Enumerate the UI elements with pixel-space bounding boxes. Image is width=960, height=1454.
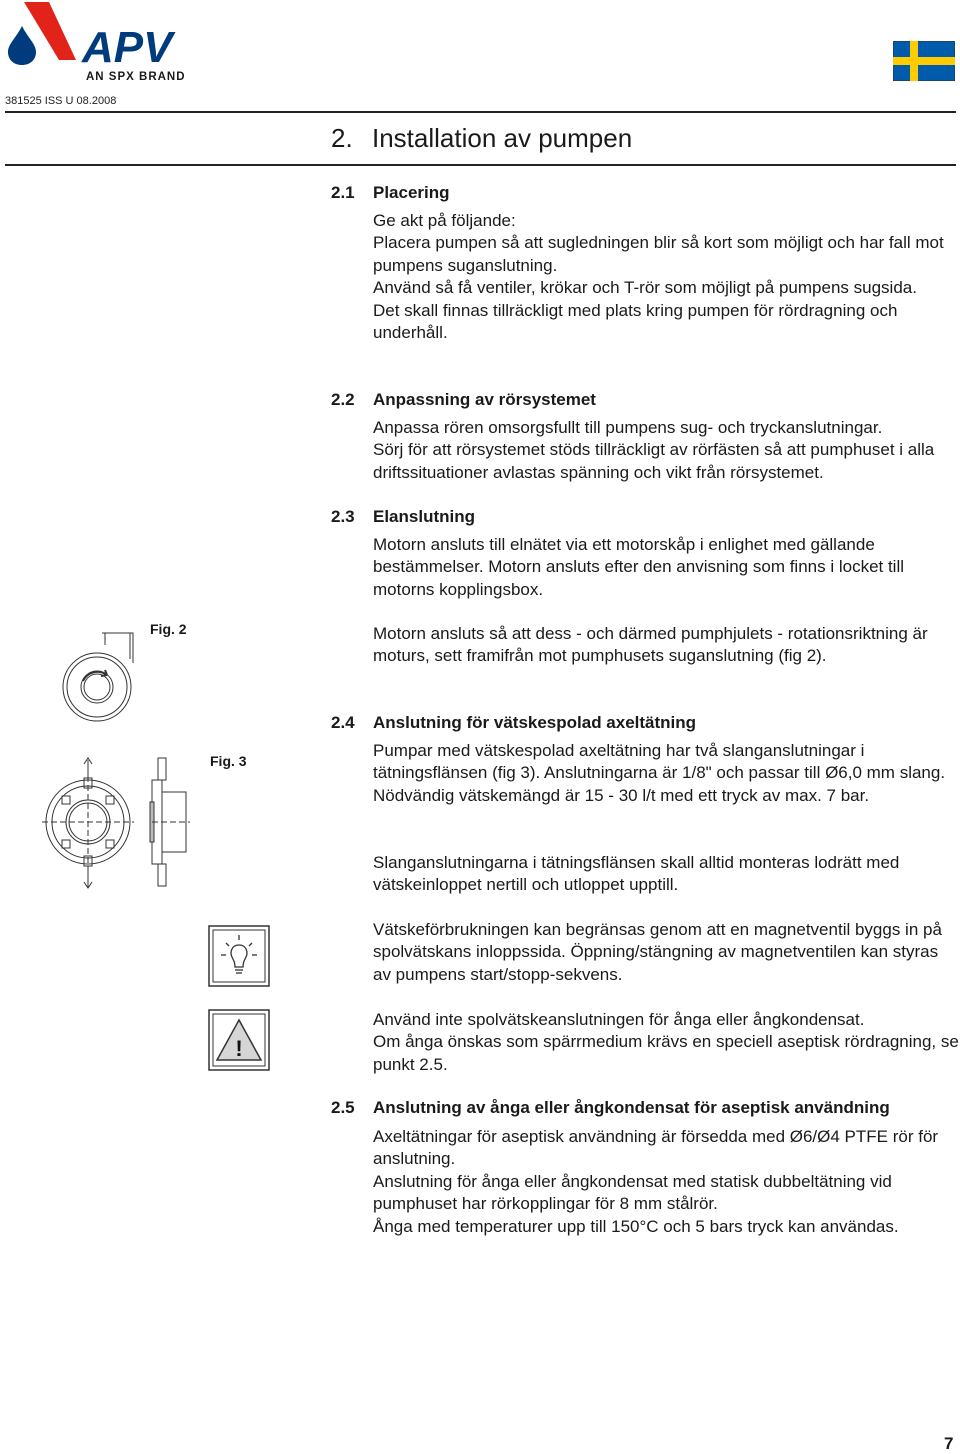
section-title-2-3: Elanslutning [373,507,475,526]
section-title-2-4: Anslutning för vätskespolad axeltätning [373,713,697,732]
warning-icon [208,1009,270,1071]
section-2-4-text-4: Använd inte spolvätskeanslutningen för ånga eller ångkondensat. Om ånga önskas som spärrmedium krävs en speciell aseptisk rördragning, se punkt 2.5. [373,1010,959,1074]
section-title-2-1: Placering [373,183,450,202]
lightbulb-icon [208,925,270,987]
section-2-2-text: Anpassa rören omsorgsfullt till pumpens sug- och tryckanslutningar. Sörj för att rörsystemet stöds tillräckligt av rörfästen så att pumphuset i alla driftssituationer avlastas spänning och vikt från rörsystemet. [373,418,935,482]
section-2-4-text-1: Pumpar med vätskespolad axeltätning har två slanganslutningar i tätningsflänsen (fig 3). Anslutningarna är 1/8" och passar till Ø6,0 mm slang. Nödvändig vätskemängd är 15 - 30 l/t med ett tryck av max. 7 bar. [373,741,946,805]
section-2-1-text: Ge akt på följande: Placera pumpen så att sugledningen blir så kort som möjligt och har fall mot pumpens suganslutning. Använd så få ventiler, krökar och T-rör som möjligt på pumpens sugsida. Det skall finnas tillräckligt med plats kring pumpen för rördragning och underhåll. [373,211,944,343]
section-2-4-text-3: Vätskeförbrukningen kan begränsas genom att en magnetventil byggs in på spolvätskans inloppssida. Öppning/stängning av magnetventilen kan styras av pumpens start/stopp-sekvens. [373,920,942,984]
fig-2-label: Fig. 2 [150,621,187,637]
sweden-flag-icon [893,41,955,81]
warning-mark: ! [235,1036,243,1061]
fig-3-label: Fig. 3 [210,753,247,769]
section-2-4-text-2: Slanganslutningarna i tätningsflänsen skall alltid monteras lodrätt med vätskeinloppet nertill och utloppet upptill. [373,853,900,895]
section-2-5-text: Axeltätningar för aseptisk användning är försedda med Ø6/Ø4 PTFE rör för anslutning. Anslutning för ånga eller ångkondensat med statisk dubbeltätning vid pumphuset har rörkopplingar för 8 mm stålrör. Ånga med temperaturer upp till 150°C och 5 bars tryck kan användas. [373,1127,939,1236]
chapter-number: 2. [331,123,353,153]
section-2-3-text-2: Motorn ansluts så att dess - och därmed pumphjulets - rotationsriktning är moturs, sett framifrån mot pumphusets suganslutning (fig 2). [373,624,928,666]
section-number-2-2: 2.2 [331,390,355,409]
section-number-2-3: 2.3 [331,507,355,526]
page-number: 7 [944,1434,954,1453]
section-number-2-5: 2.5 [331,1098,355,1117]
section-number-2-4: 2.4 [331,713,355,732]
apv-logo [4,0,214,84]
brand-tagline: AN SPX BRAND [86,71,186,83]
chapter-rule [5,164,956,166]
section-title-2-2: Anpassning av rörsystemet [373,390,596,409]
section-2-3-text-1: Motorn ansluts till elnätet via ett motorskåp i enlighet med gällande bestämmelser. Motorn ansluts efter den anvisning som finns i locket till motorns kopplingsbox. [373,535,905,599]
chapter-title: Installation av pumpen [372,123,633,153]
header-rule [5,111,956,113]
brand-name: APV [82,23,173,72]
seal-flange-figure [40,752,200,892]
pump-casing-figure [55,625,145,725]
document-reference: 381525 ISS U 08.2008 [5,95,117,107]
section-title-2-5: Anslutning av ånga eller ångkondensat för aseptisk användning [373,1098,890,1117]
section-number-2-1: 2.1 [331,183,355,202]
